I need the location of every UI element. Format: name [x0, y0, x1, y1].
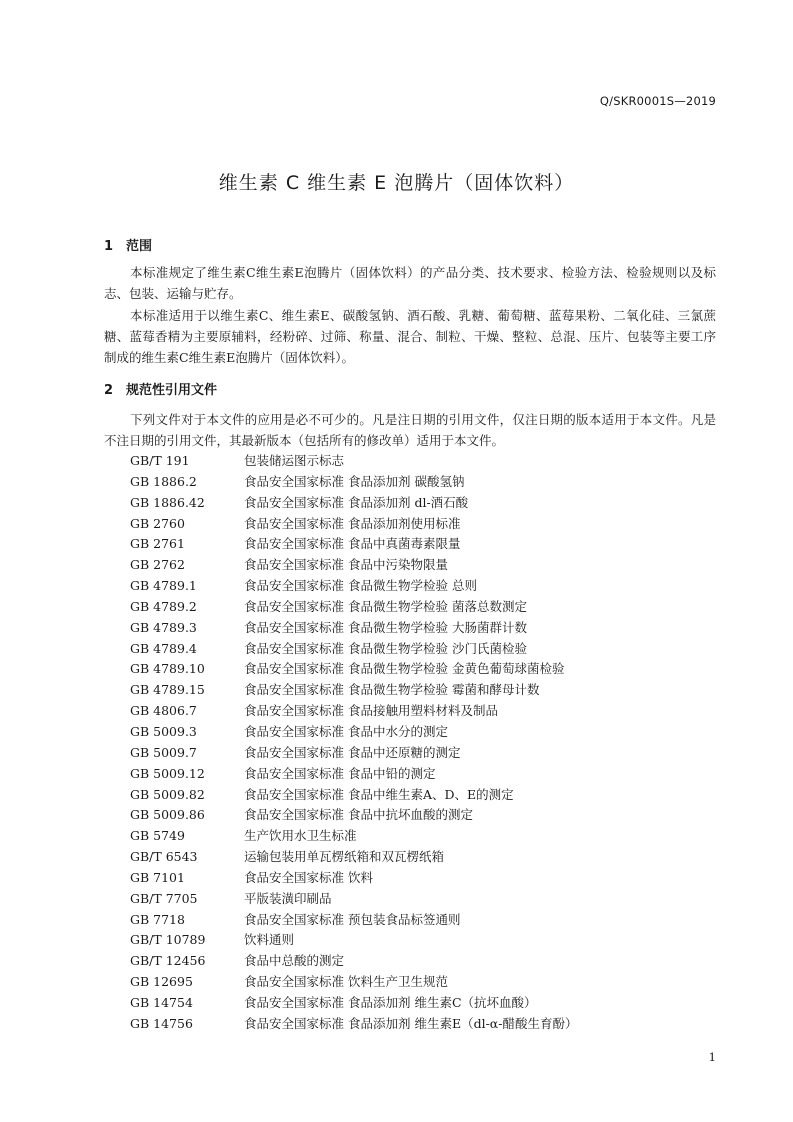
reference-code: GB 7718	[130, 911, 185, 927]
reference-title: 食品安全国家标准 食品微生物学检验 总则	[244, 578, 477, 594]
reference-code: GB 1886.2	[130, 473, 197, 489]
section-heading-scope	[104, 235, 152, 254]
reference-code: GB 4789.10	[130, 661, 205, 677]
reference-code: GB 2762	[130, 557, 185, 573]
reference-item	[130, 451, 730, 472]
references-intro-paragraph: 下列文件对于本文件的应用是必不可少的。凡是注日期的引用文件，仅注日期的版本适用于本文件。凡是不注日期的引用文件，其最新版本（包括所有的修改单）适用于本文件。	[104, 412, 716, 448]
reference-title: 食品安全国家标准 饮料	[244, 869, 373, 885]
section-title: 范围	[126, 239, 153, 254]
reference-title: 食品安全国家标准 食品添加剂 碳酸氢钠	[244, 473, 465, 489]
reference-title: 运输包装用单瓦楞纸箱和双瓦楞纸箱	[244, 849, 445, 865]
reference-title: 饮料通则	[244, 932, 295, 948]
scope-paragraph-1: 本标准规定了维生素C维生素E泡腾片（固体饮料）的产品分类、技术要求、检验方法、检验规则以及标志、包装、运输与贮存。	[104, 265, 716, 301]
reference-item	[130, 618, 730, 639]
reference-code: GB 4789.2	[130, 598, 197, 614]
reference-item	[130, 1014, 730, 1035]
reference-code: GB 4806.7	[130, 703, 197, 719]
reference-title: 食品安全国家标准 食品中铅的测定	[244, 765, 436, 781]
section-heading-normative-references	[104, 379, 217, 398]
reference-item	[130, 472, 730, 493]
reference-item	[130, 680, 730, 701]
reference-item	[130, 514, 730, 535]
reference-title: 包装储运图示标志	[244, 453, 345, 468]
reference-code: GB 4789.15	[130, 682, 205, 698]
reference-item	[130, 847, 730, 868]
page-number: 1	[708, 1050, 716, 1064]
reference-item	[130, 743, 730, 764]
reference-item	[130, 493, 730, 514]
reference-title: 食品安全国家标准 食品中还原糖的测定	[244, 744, 461, 760]
reference-title: 食品安全国家标准 食品添加剂 维生素C（抗坏血酸）	[244, 994, 537, 1010]
reference-code: GB/T 6543	[130, 849, 198, 865]
reference-title: 食品安全国家标准 食品微生物学检验 金黄色葡萄球菌检验	[244, 661, 565, 677]
reference-item	[130, 785, 730, 806]
reference-code: GB/T 191	[130, 453, 190, 468]
reference-item	[130, 972, 730, 993]
reference-title: 食品安全国家标准 食品微生物学检验 霉菌和酵母计数	[244, 682, 540, 698]
reference-item	[130, 701, 730, 722]
reference-code: GB 4789.4	[130, 640, 197, 656]
reference-code: GB 5009.82	[130, 786, 205, 802]
reference-item	[130, 597, 730, 618]
reference-code: GB/T 10789	[130, 932, 206, 948]
reference-code: GB 5009.7	[130, 744, 197, 760]
reference-title: 食品安全国家标准 食品接触用塑料材料及制品	[244, 703, 498, 719]
reference-code: GB 5009.3	[130, 723, 197, 739]
reference-code: GB 12695	[130, 974, 193, 990]
reference-item	[130, 910, 730, 931]
reference-code: GB 2761	[130, 536, 185, 552]
reference-item	[130, 826, 730, 847]
reference-code: GB 1886.42	[130, 494, 205, 510]
reference-title: 食品安全国家标准 食品中污染物限量	[244, 557, 448, 573]
reference-title: 食品安全国家标准 食品中维生素A、D、E的测定	[244, 786, 514, 802]
reference-code: GB 4789.1	[130, 578, 197, 594]
reference-code: GB/T 12456	[130, 953, 206, 969]
scope-paragraph-2: 本标准适用于以维生素C、维生素E、碳酸氢钠、酒石酸、乳糖、葡萄糖、蓝莓果粉、二氧化硅、三氯蔗糖、蓝莓香精为主要原辅料，经粉碎、过筛、称量、混合、制粒、干燥、整粒、总混、压片、包装等主要工序制成的维生素C维生素E泡腾片（固体饮料）。	[104, 308, 716, 365]
reference-code: GB 5009.12	[130, 765, 205, 781]
reference-item	[130, 930, 730, 951]
section-number: 1	[104, 239, 114, 254]
reference-title: 食品安全国家标准 食品添加剂 维生素E（dl-α-醋酸生育酚）	[244, 1015, 578, 1031]
reference-title: 生产饮用水卫生标准	[244, 828, 357, 844]
reference-code: GB 5009.86	[130, 807, 205, 823]
reference-title: 食品安全国家标准 食品中真菌毒素限量	[244, 536, 461, 552]
reference-title: 食品安全国家标准 食品微生物学检验 沙门氏菌检验	[244, 640, 527, 656]
reference-item	[130, 951, 730, 972]
reference-title: 食品安全国家标准 饮料生产卫生规范	[244, 974, 448, 990]
reference-item	[130, 889, 730, 910]
reference-code: GB 4789.3	[130, 619, 197, 635]
reference-code: GB 5749	[130, 828, 185, 844]
reference-item	[130, 639, 730, 660]
reference-code: GB 14754	[130, 994, 193, 1010]
reference-title: 食品安全国家标准 食品中抗坏血酸的测定	[244, 807, 473, 823]
reference-item	[130, 722, 730, 743]
reference-title: 平版装潢印刷品	[244, 890, 332, 906]
reference-list	[130, 451, 730, 1035]
reference-title: 食品安全国家标准 食品微生物学检验 菌落总数测定	[244, 598, 527, 614]
reference-title: 食品安全国家标准 食品中水分的测定	[244, 723, 448, 739]
reference-title: 食品安全国家标准 食品添加剂使用标准	[244, 515, 461, 531]
reference-code: GB 7101	[130, 869, 185, 885]
document-code: Q/SKR0001S—2019	[599, 94, 716, 108]
reference-title: 食品中总酸的测定	[244, 953, 345, 969]
reference-item	[130, 659, 730, 680]
section-number: 2	[104, 383, 114, 398]
reference-item	[130, 555, 730, 576]
reference-code: GB 14756	[130, 1015, 193, 1031]
reference-item	[130, 764, 730, 785]
reference-title: 食品安全国家标准 预包装食品标签通则	[244, 911, 461, 927]
reference-item	[130, 576, 730, 597]
reference-title: 食品安全国家标准 食品添加剂 dl-酒石酸	[244, 494, 469, 510]
reference-title: 食品安全国家标准 食品微生物学检验 大肠菌群计数	[244, 619, 527, 635]
document-title: 维生素 C 维生素 E 泡腾片（固体饮料）	[218, 172, 575, 194]
reference-item	[130, 534, 730, 555]
reference-code: GB 2760	[130, 515, 185, 531]
section-title: 规范性引用文件	[126, 383, 218, 398]
reference-item	[130, 993, 730, 1014]
reference-code: GB/T 7705	[130, 890, 198, 906]
reference-item	[130, 805, 730, 826]
reference-item	[130, 868, 730, 889]
